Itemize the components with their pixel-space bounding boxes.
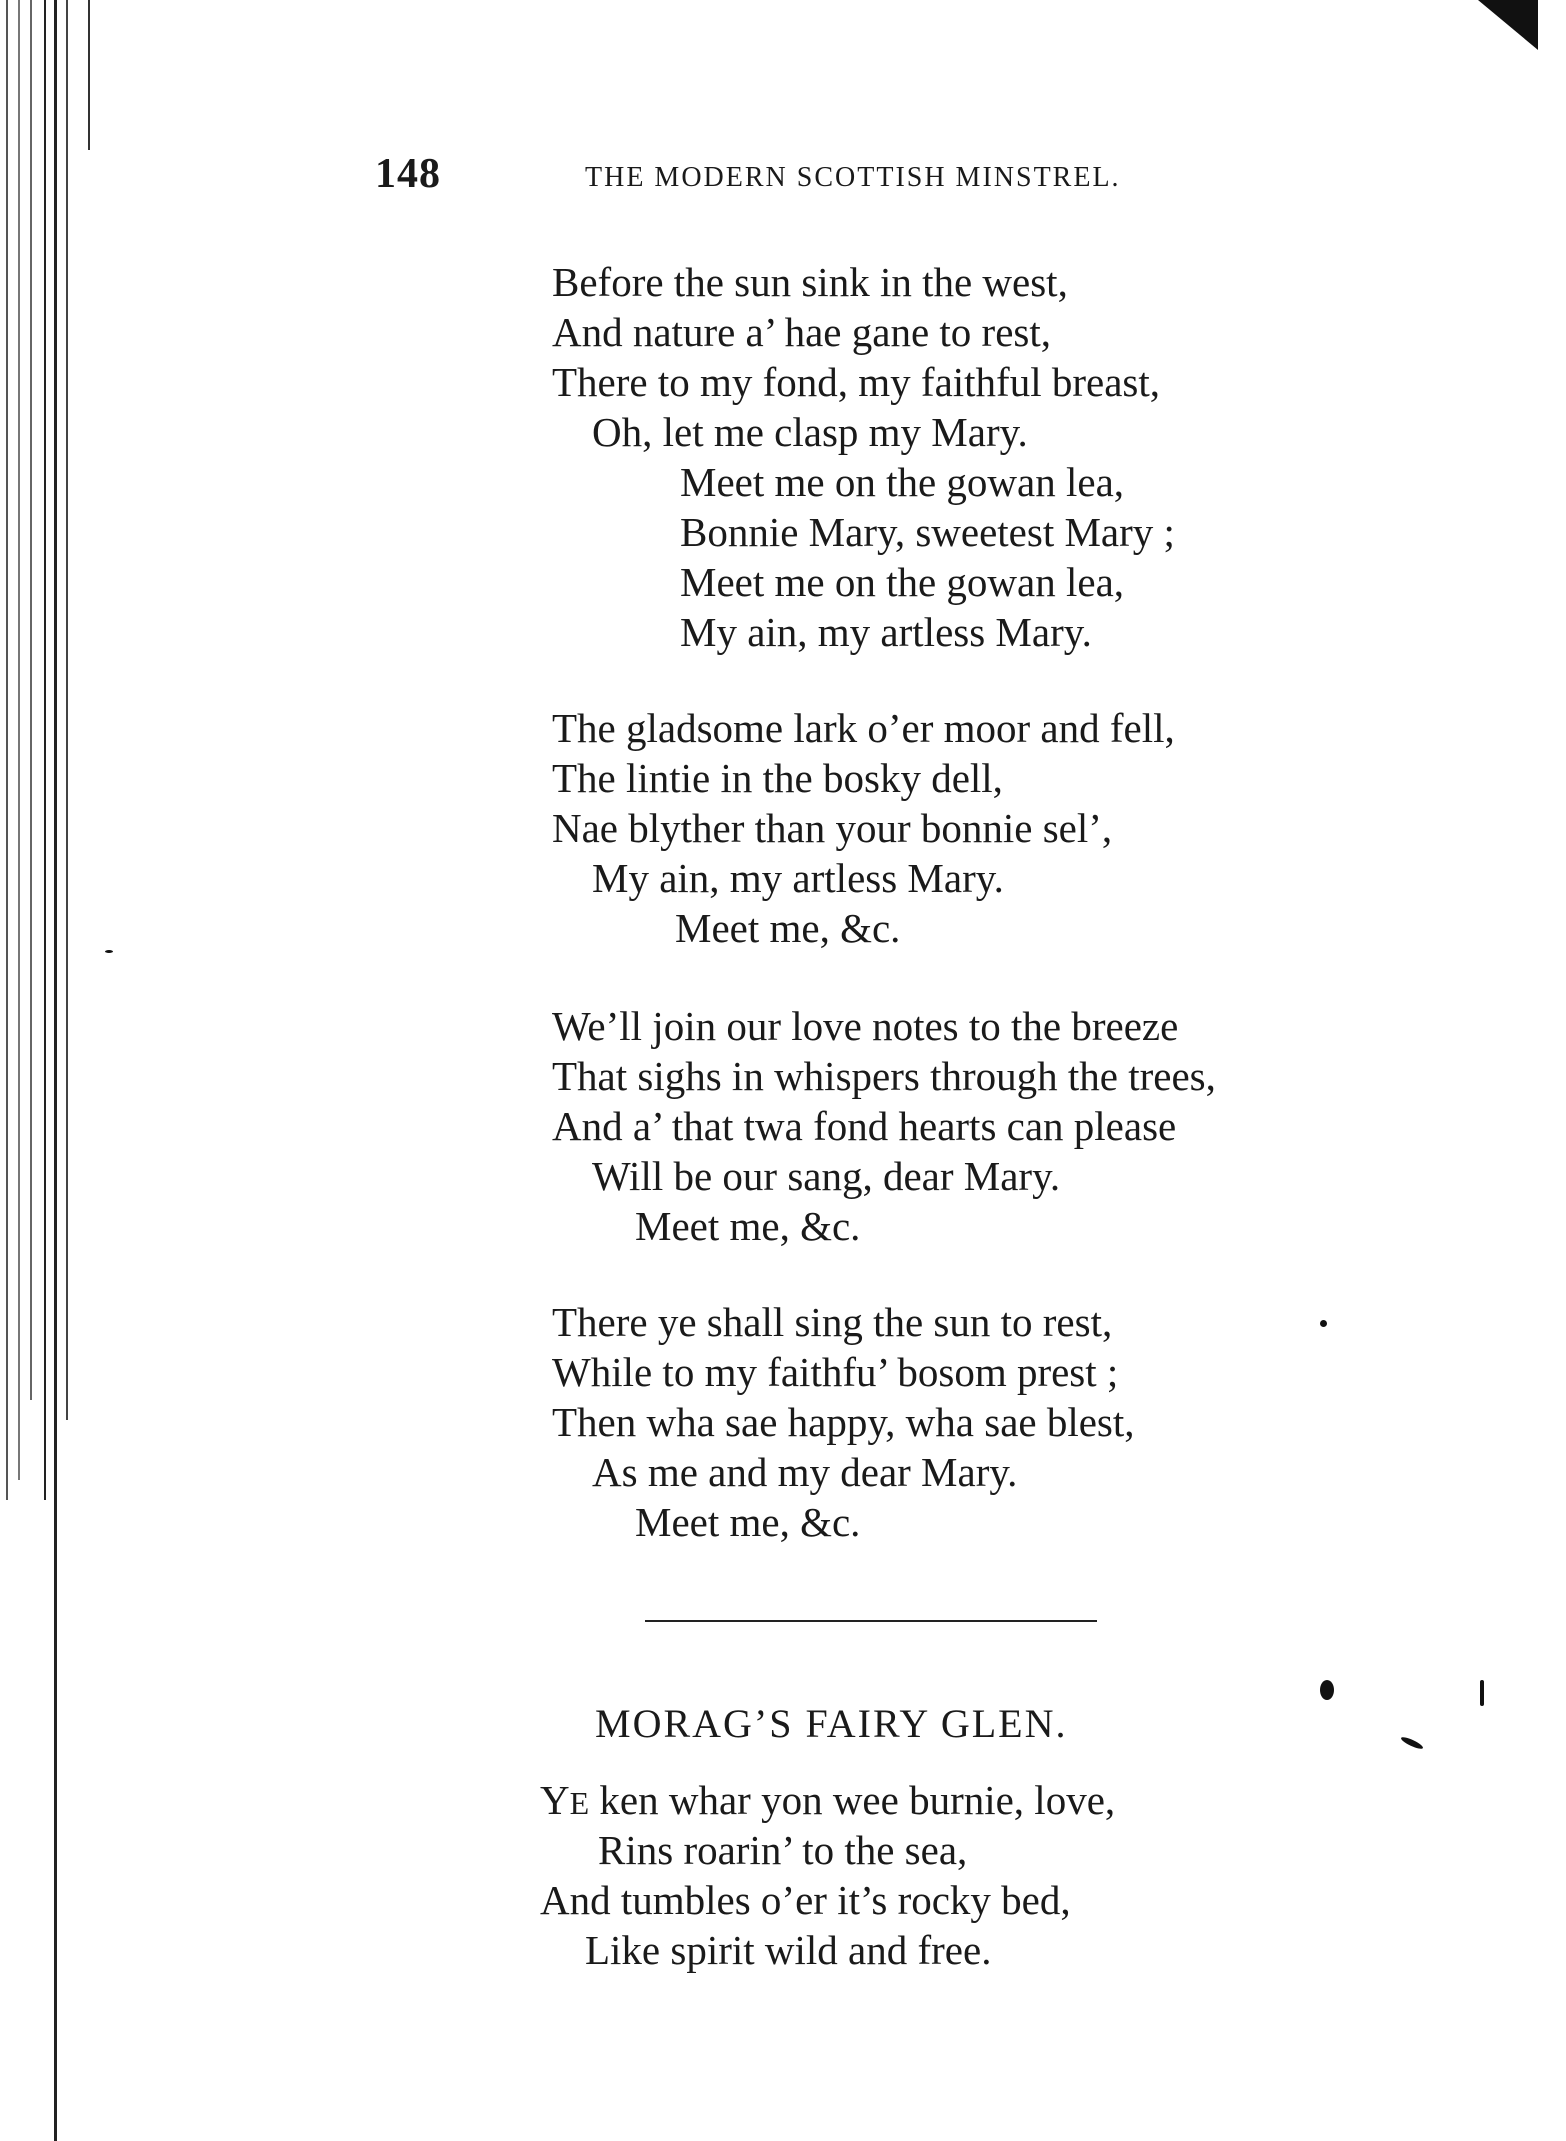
- verse-line: The gladsome lark o’er moor and fell,: [552, 705, 1175, 751]
- page-binding-edge: [0, 0, 110, 2141]
- verse-line: There to my fond, my faithful breast,: [552, 359, 1160, 405]
- verse-line: My ain, my artless Mary.: [680, 609, 1092, 655]
- section-divider: [645, 1620, 1097, 1622]
- ink-speck: [105, 950, 113, 953]
- verse-line-first: [540, 1777, 1116, 1823]
- verse-line: Then wha sae happy, wha sae blest,: [552, 1399, 1135, 1445]
- ink-speck: [1320, 1320, 1327, 1327]
- verse-line: Meet me, &c.: [635, 1203, 861, 1249]
- ink-speck: [1400, 1735, 1424, 1751]
- verse-line: As me and my dear Mary.: [592, 1449, 1018, 1495]
- verse-line: That sighs in whispers through the trees,: [552, 1053, 1216, 1099]
- verse-line: Meet me, &c.: [635, 1499, 861, 1545]
- section-title: MORAG’S FAIRY GLEN.: [595, 1701, 1068, 1746]
- verse-line: Rins roarin’ to the sea,: [598, 1827, 968, 1873]
- verse-line: We’ll join our love notes to the breeze: [552, 1003, 1179, 1049]
- page-number: 148: [375, 151, 441, 197]
- drop-capital: Y: [540, 1777, 570, 1823]
- verse-line: Before the sun sink in the west,: [552, 259, 1068, 305]
- verse-line-rest: ken whar yon wee burnie, love,: [589, 1777, 1116, 1823]
- corner-ink-mark: [1478, 0, 1538, 50]
- small-capital: E: [569, 1785, 590, 1821]
- verse-line: Meet me on the gowan lea,: [680, 559, 1125, 605]
- verse-line: My ain, my artless Mary.: [592, 855, 1004, 901]
- running-title: THE MODERN SCOTTISH MINSTREL.: [585, 162, 1121, 193]
- verse-line: And tumbles o’er it’s rocky bed,: [540, 1877, 1071, 1923]
- ink-speck: [1480, 1680, 1484, 1706]
- verse-line: There ye shall sing the sun to rest,: [552, 1299, 1113, 1345]
- verse-line: And a’ that twa fond hearts can please: [552, 1103, 1177, 1149]
- verse-line: And nature a’ hae gane to rest,: [552, 309, 1051, 355]
- verse-line: Bonnie Mary, sweetest Mary ;: [680, 509, 1175, 555]
- verse-line: The lintie in the bosky dell,: [552, 755, 1003, 801]
- verse-line: Meet me on the gowan lea,: [680, 459, 1125, 505]
- verse-line: While to my faithfu’ bosom prest ;: [552, 1349, 1119, 1395]
- page-header: [0, 150, 1566, 210]
- verse-line: Nae blyther than your bonnie sel’,: [552, 805, 1113, 851]
- verse-line: Like spirit wild and free.: [585, 1927, 992, 1973]
- verse-line: Oh, let me clasp my Mary.: [592, 409, 1028, 455]
- verse-line: Will be our sang, dear Mary.: [592, 1153, 1061, 1199]
- ink-blot: [1320, 1680, 1334, 1700]
- verse-line: Meet me, &c.: [675, 905, 901, 951]
